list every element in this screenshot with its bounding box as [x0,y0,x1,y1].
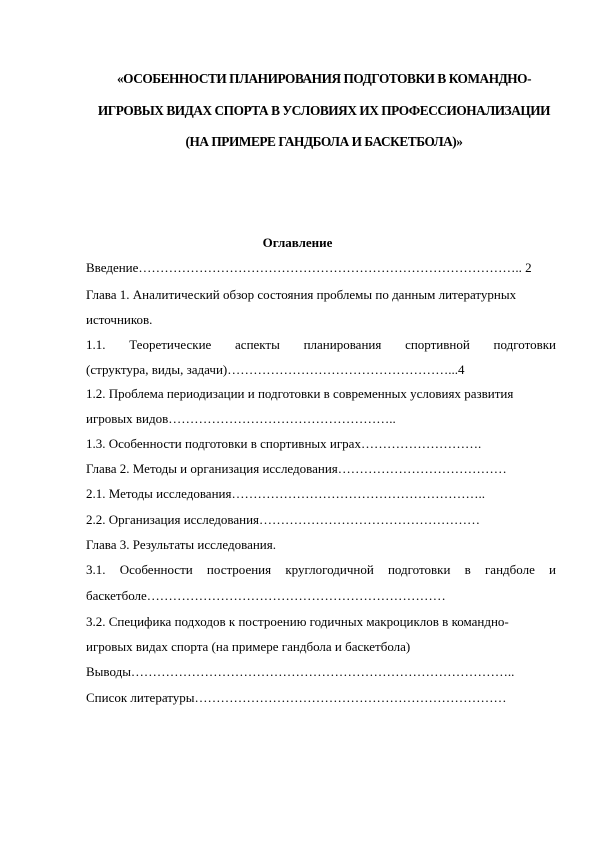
title-line-3: (НА ПРИМЕРЕ ГАНДБОЛА И БАСКЕТБОЛА)» [185,134,463,149]
toc-line-3-1-cont: баскетболе…………………………………………………………… [86,588,446,603]
toc-line-chapter-1-cont: источников. [86,312,153,327]
toc-line-2-2: 2.2. Организация исследования…………………………………………… [86,512,481,527]
toc-line-3-2: 3.2. Специфика подходов к построению годичных макроциклов в командно- [86,614,509,629]
toc-line-1-2: 1.2. Проблема периодизации и подготовки в современных условиях развития [86,386,514,401]
toc-line-1-3: 1.3. Особенности подготовки в спортивных играх………………………. [86,436,482,451]
toc-line-1-1-cont: (структура, виды, задачи)……………………………………………...4 [86,362,465,377]
toc-line-1-2-cont: игровых видов…………………………………………….. [86,411,396,426]
title-line-2: ИГРОВЫХ ВИДАХ СПОРТА В УСЛОВИЯХ ИХ ПРОФЕССИОНАЛИЗАЦИИ [97,103,551,118]
toc-line-chapter-1: Глава 1. Аналитический обзор состояния проблемы по данным литературных [86,287,517,302]
toc-heading: Оглавление [262,235,333,250]
toc-line-1-1: 1.1. Теоретические аспекты планирования спортивной подготовки [86,337,556,352]
toc-line-chapter-2: Глава 2. Методы и организация исследования………………………………… [86,461,507,476]
toc-line-introduction: Введение…………………………………………………………………………….. 2 [86,260,532,275]
toc-line-chapter-3: Глава 3. Результаты исследования. [86,537,276,552]
toc-line-3-1: 3.1. Особенности построения круглогодичной подготовки в гандболе и [86,562,556,577]
toc-line-3-2-cont: игровых видах спорта (на примере гандбола и баскетбола) [86,639,411,654]
toc-line-2-1: 2.1. Методы исследования………………………………………………….. [86,486,485,501]
toc-line-references: Список литературы……………………………………………………………… [86,690,507,705]
toc-line-conclusions: Выводы…………………………………………………………………………….. [86,664,515,679]
title-line-1: «ОСОБЕННОСТИ ПЛАНИРОВАНИЯ ПОДГОТОВКИ В КОМАНДНО- [116,71,532,86]
